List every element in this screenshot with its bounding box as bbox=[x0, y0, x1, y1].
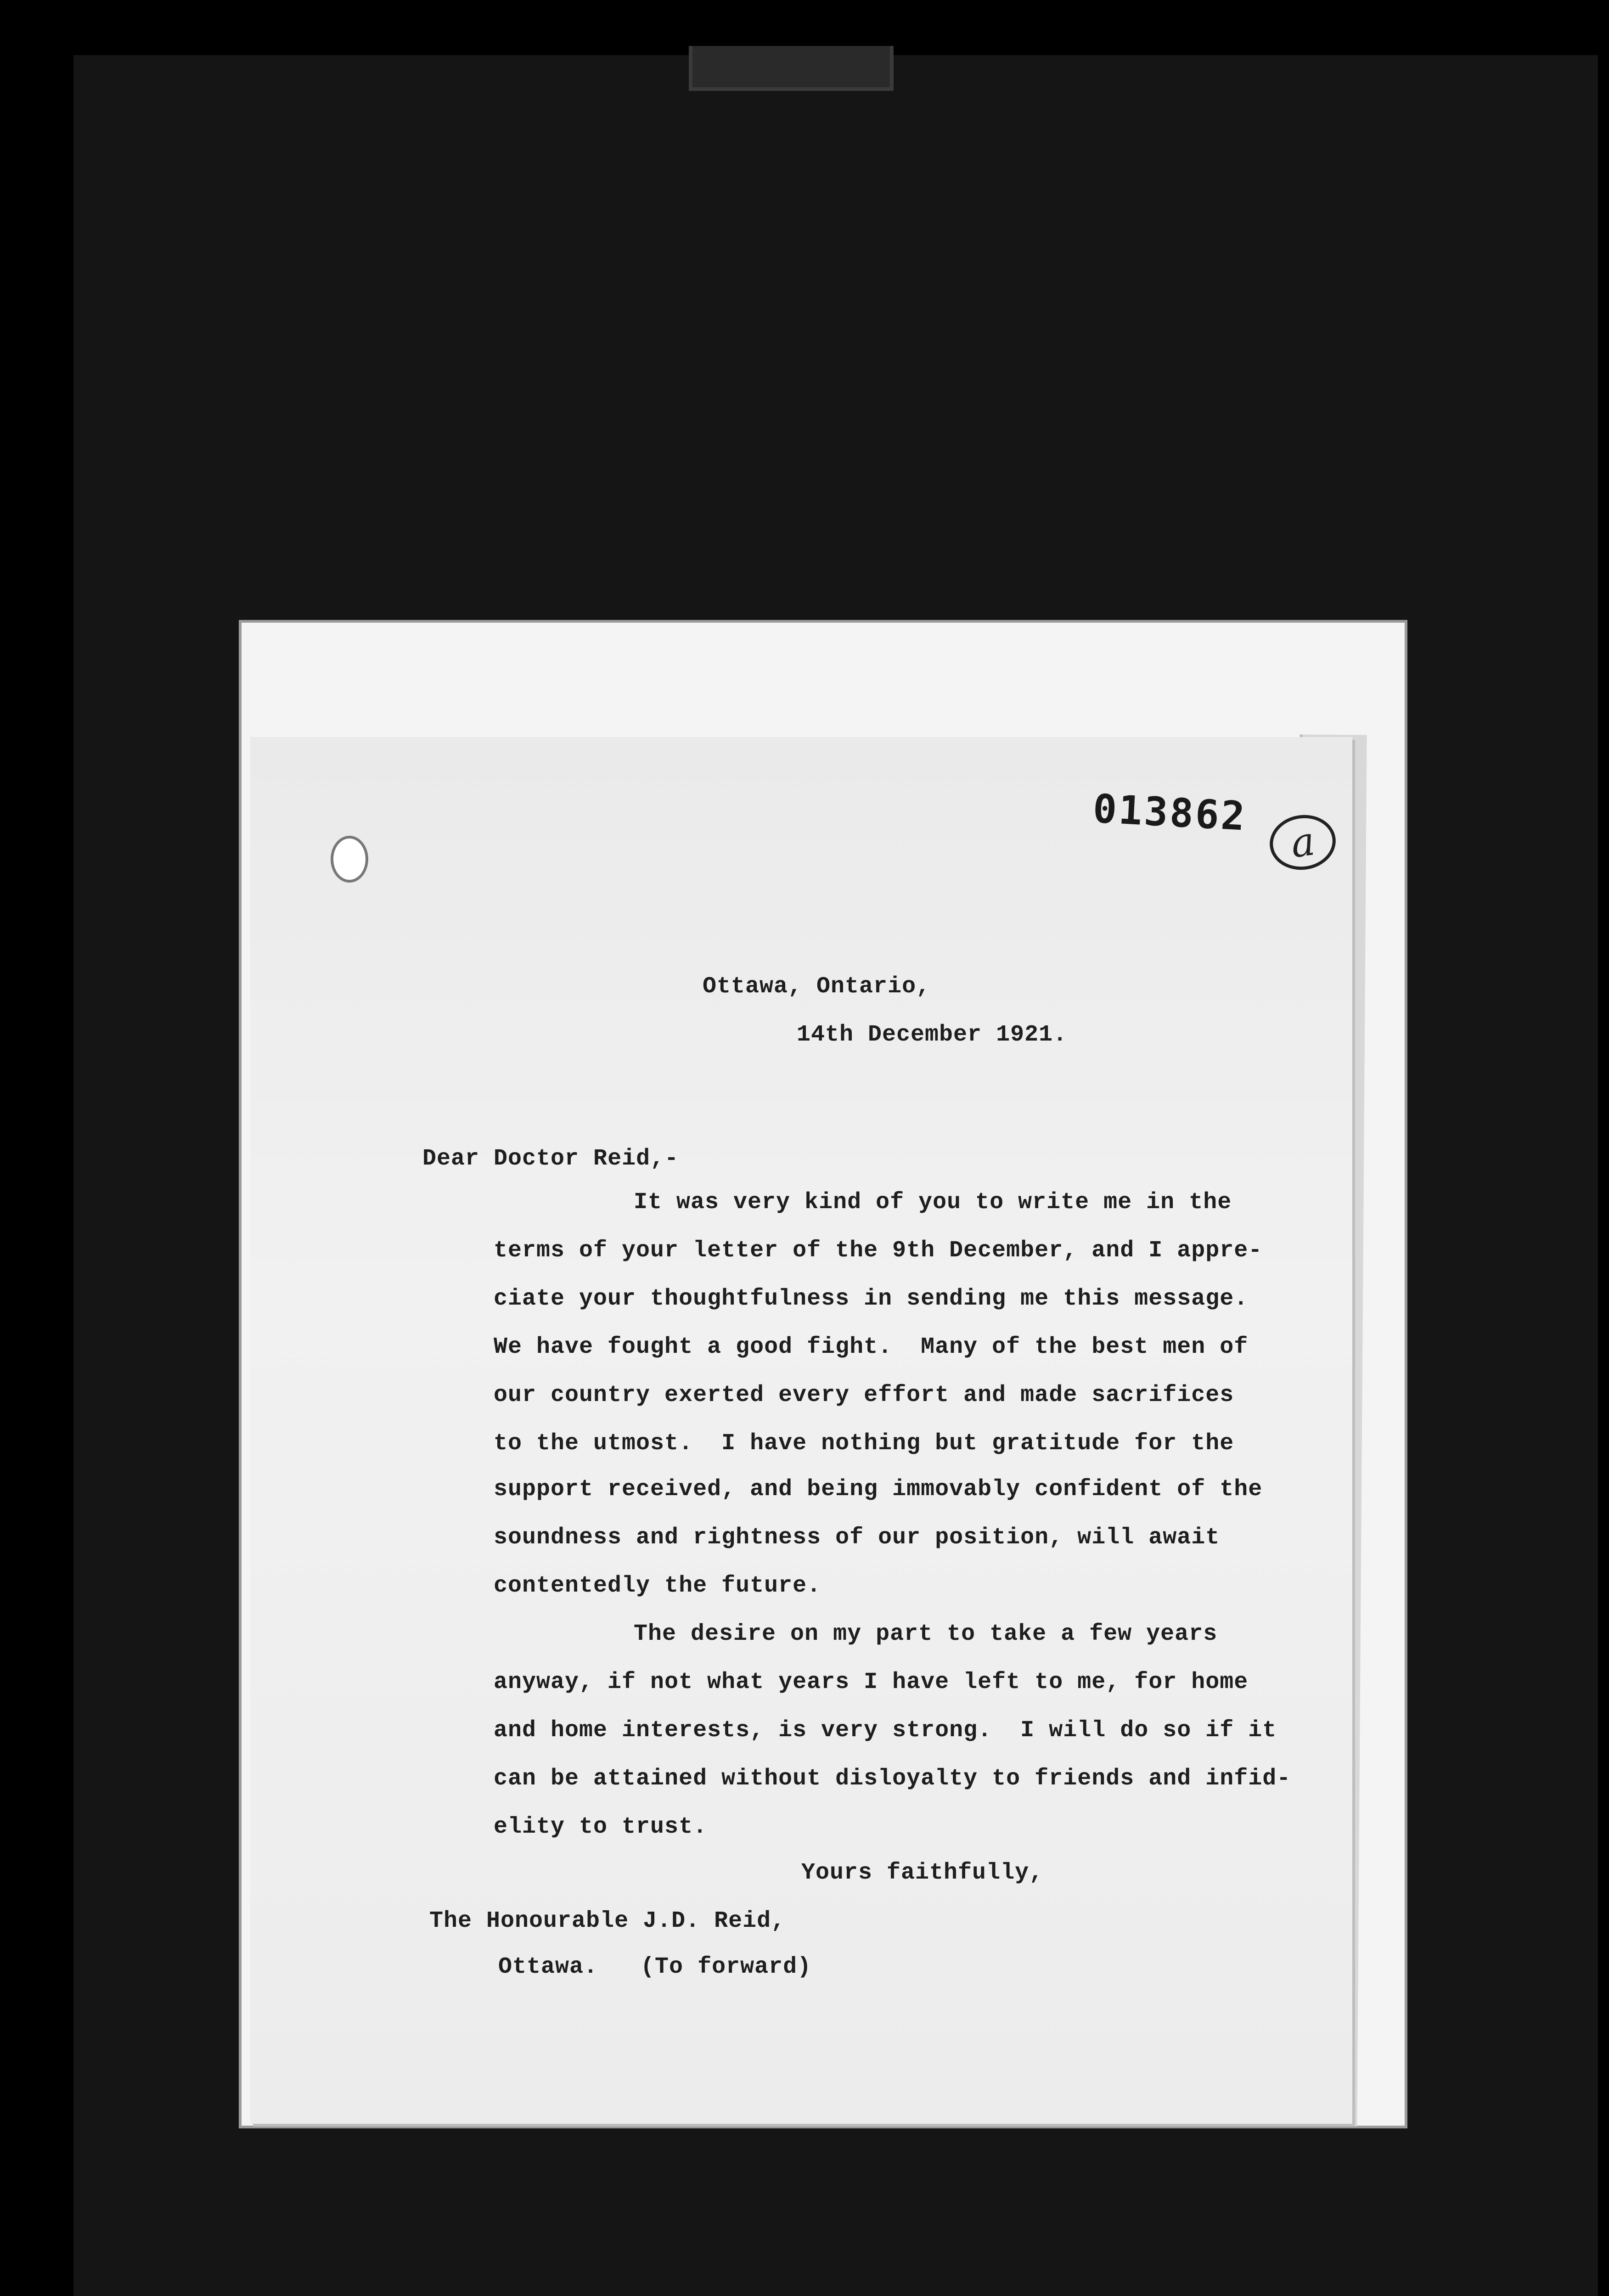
body-line: and home interests, is very strong. I will do so if it bbox=[494, 1717, 1277, 1744]
body-line: can be attained without disloyalty to friends and infid- bbox=[494, 1766, 1291, 1792]
punch-hole bbox=[331, 836, 368, 883]
body-line: The desire on my part to take a few years bbox=[634, 1621, 1218, 1647]
body-line: elity to trust. bbox=[494, 1814, 708, 1840]
circled-letter-stamp: a bbox=[1266, 811, 1339, 874]
body-line: terms of your letter of the 9th December, and I appre- bbox=[494, 1238, 1263, 1264]
body-line: contentedly the future. bbox=[494, 1573, 821, 1599]
film-clip bbox=[689, 46, 894, 91]
letter-salutation: Dear Doctor Reid,- bbox=[422, 1146, 679, 1172]
letter-closing: Yours faithfully, bbox=[801, 1860, 1044, 1886]
body-line: We have fought a good fight. Many of the best men of bbox=[494, 1334, 1249, 1360]
body-line: anyway, if not what years I have left to me, for home bbox=[494, 1669, 1249, 1695]
letter-place: Ottawa, Ontario, bbox=[703, 974, 931, 1000]
addressee-name: The Honourable J.D. Reid, bbox=[429, 1908, 786, 1934]
body-line: It was very kind of you to write me in the bbox=[634, 1189, 1232, 1216]
body-line: support received, and being immovably confident of the bbox=[494, 1476, 1263, 1503]
archive-stamp-number: 013862 bbox=[1091, 786, 1248, 840]
letter-date: 14th December 1921. bbox=[797, 1022, 1068, 1048]
body-line: soundness and rightness of our position, will await bbox=[494, 1525, 1220, 1551]
body-line: ciate your thoughtfulness in sending me this message. bbox=[494, 1286, 1249, 1312]
body-line: our country exerted every effort and made sacrifices bbox=[494, 1382, 1234, 1408]
body-line: to the utmost. I have nothing but gratitude for the bbox=[494, 1430, 1234, 1457]
addressee-city: Ottawa. (To forward) bbox=[498, 1954, 812, 1980]
